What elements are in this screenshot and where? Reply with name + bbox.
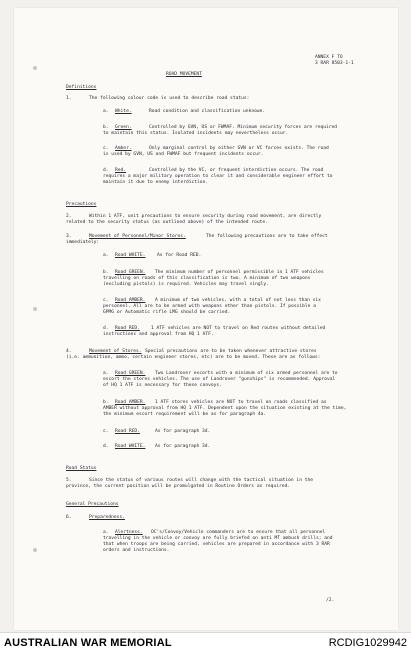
- item-text: As for paragraph 3d.: [155, 444, 211, 449]
- page-title: ROAD MOVEMENT: [166, 72, 202, 77]
- punch-hole: [33, 548, 37, 552]
- para-text: province, the current position will be promulgated in Routine Orders as required.: [66, 484, 291, 489]
- page-continuation: /2.: [326, 598, 335, 603]
- item-name: Alertness.: [115, 530, 143, 535]
- item-label: a.: [103, 530, 109, 535]
- item-text: AMBER without approval from HQ 1 ATF. Dependent upon the situation existing at the time,: [103, 406, 347, 411]
- item-text: orders and instructions.: [103, 548, 170, 553]
- section-heading-road-status: Road Status: [66, 466, 97, 471]
- item-name: Red.: [115, 168, 127, 173]
- item-text: maintain it due to enemy interdiction.: [103, 180, 209, 185]
- item-label: a.: [103, 109, 109, 114]
- para-text: immediately:: [66, 240, 100, 245]
- item-name: White.: [115, 109, 132, 114]
- document-page: [14, 8, 398, 630]
- item-text: As for Road RED.: [157, 253, 202, 258]
- item-name: Green.: [115, 125, 132, 130]
- item-label: d.: [103, 326, 109, 331]
- item-text: requires a major military operation to clear it and considerable engineer effort to: [103, 174, 333, 179]
- item-label: b.: [103, 400, 109, 405]
- para-number: 2.: [66, 214, 72, 219]
- para-text: Within 1 ATF, unit precautions to ensure security during road movement, are directly: [89, 214, 322, 219]
- item-label: d.: [103, 444, 109, 449]
- para-text: (i.e. ammunition, ammo, certain engineer stores, etc) are to be moved. These are as follows:: [66, 355, 321, 360]
- item-name: Road GREEN.: [115, 270, 146, 275]
- item-label: a.: [103, 371, 109, 376]
- item-text: OC's/Convoy/Vehicle commanders are to ensure that all personnel: [151, 530, 326, 535]
- punch-hole: [33, 307, 37, 311]
- para-number: 1.: [66, 96, 72, 101]
- item-text: Road condition and classification unknown.: [149, 109, 266, 114]
- item-text: Two Landrover escorts with a minimum of six armed personnel are to: [155, 371, 338, 376]
- item-text: 1 ATF vehicles are NOT to travel on Red routes without detailed: [151, 326, 326, 331]
- item-text: escort the stores vehicles. The use of Landrover "gunships" is recommended. Approval: [103, 377, 336, 382]
- item-name: Amber.: [115, 146, 132, 151]
- item-text: instructions and approval from HQ 1 ATF.: [103, 332, 214, 337]
- archive-footer: [0, 632, 411, 654]
- item-text: GPMG or Automatic rifle LMG should be carried.: [103, 310, 231, 315]
- item-label: b.: [103, 125, 109, 130]
- para-number: 3.: [66, 234, 72, 239]
- item-text: (excluding pistols) is required. Vehicles may travel singly.: [103, 282, 269, 287]
- item-text: 1 ATF stores vehicles are NOT to travel on roads classified as: [155, 400, 327, 405]
- item-text: is used by GVN, US and FWMAF but frequent incidents occur.: [103, 152, 264, 157]
- item-text: Controlled by the VC, or frequent interdiction occurs. The road: [149, 168, 324, 173]
- item-text: the minimum escort requirement will be as for paragraph 4a.: [103, 412, 267, 417]
- para-heading: Movement of Stores.: [89, 349, 142, 354]
- punch-hole: [33, 66, 37, 70]
- para-text: The following precautions are to take effect: [206, 234, 328, 239]
- archive-name: AUSTRALIAN WAR MEMORIAL: [4, 637, 172, 649]
- item-text: Only marginal control by either GVN or VC forces exists. The road: [149, 146, 329, 151]
- item-name: Road RED.: [115, 429, 140, 434]
- item-text: personnel. All are to be armed with weapons other than pistols. If possible a: [103, 304, 316, 309]
- item-label: c.: [103, 429, 109, 434]
- para-heading: Movement of Personnel/Minor Stores.: [89, 234, 186, 239]
- item-name: Road AMBER.: [115, 400, 146, 405]
- item-label: a.: [103, 253, 109, 258]
- para-number: 4.: [66, 349, 72, 354]
- document-reference: 3 RAR 8503-1-1: [315, 61, 354, 66]
- item-text: Controlled by GVN, US or FWMAF. Minimum security forces are required: [149, 125, 338, 130]
- item-text: to maintain this status. Isolated incidents may nevertheless occur.: [103, 131, 289, 136]
- item-label: c.: [103, 146, 109, 151]
- para-number: 5.: [66, 478, 72, 483]
- section-heading-precautions: Precautions: [66, 202, 97, 207]
- item-text: The minimum number of personnel permissible in 1 ATF vehicles: [155, 270, 324, 275]
- para-text: The following colour code is used to describe road status:: [89, 96, 250, 101]
- item-text: of HQ 1 ATF is necessary for these convoys.: [103, 383, 222, 388]
- annex-label: ANNEX F TO: [315, 55, 343, 60]
- item-name: Road AMBER.: [115, 298, 146, 303]
- item-label: d.: [103, 168, 109, 173]
- para-heading: Preparedness.: [89, 515, 125, 520]
- section-heading-general-precautions: General Precautions: [66, 502, 119, 507]
- item-name: Road GREEN.: [115, 371, 146, 376]
- para-text: Since the status of various routes will change with the tactical situation in the: [89, 478, 314, 483]
- para-text: related to the security status (as outlined above) of the intended route.: [66, 220, 268, 225]
- item-text: travelling on roads of this classification is two. A minimum of two weapons: [103, 276, 311, 281]
- section-heading-definitions: Definitions: [66, 85, 97, 90]
- item-name: Road WHITE.: [115, 253, 146, 258]
- para-number: 6.: [66, 515, 72, 520]
- item-name: Road RED.: [115, 326, 140, 331]
- item-name: Road WHITE.: [115, 444, 146, 449]
- item-label: c.: [103, 298, 109, 303]
- item-text: As for paragraph 3d.: [155, 429, 211, 434]
- item-text: travelling in the vehicle or convoy are fully briefed on anti MT ambush drills; and: [103, 536, 333, 541]
- item-label: b.: [103, 270, 109, 275]
- item-text: that when troops are being carried, vehicles are prepared in accordance with 3 RAR: [103, 542, 330, 547]
- para-text: Special precautions are to be taken whenever attractive stores: [145, 349, 317, 354]
- archive-reference: RCDIG1029942: [328, 637, 407, 649]
- item-text: A minimum of two vehicles, with a total of not less than six: [155, 298, 321, 303]
